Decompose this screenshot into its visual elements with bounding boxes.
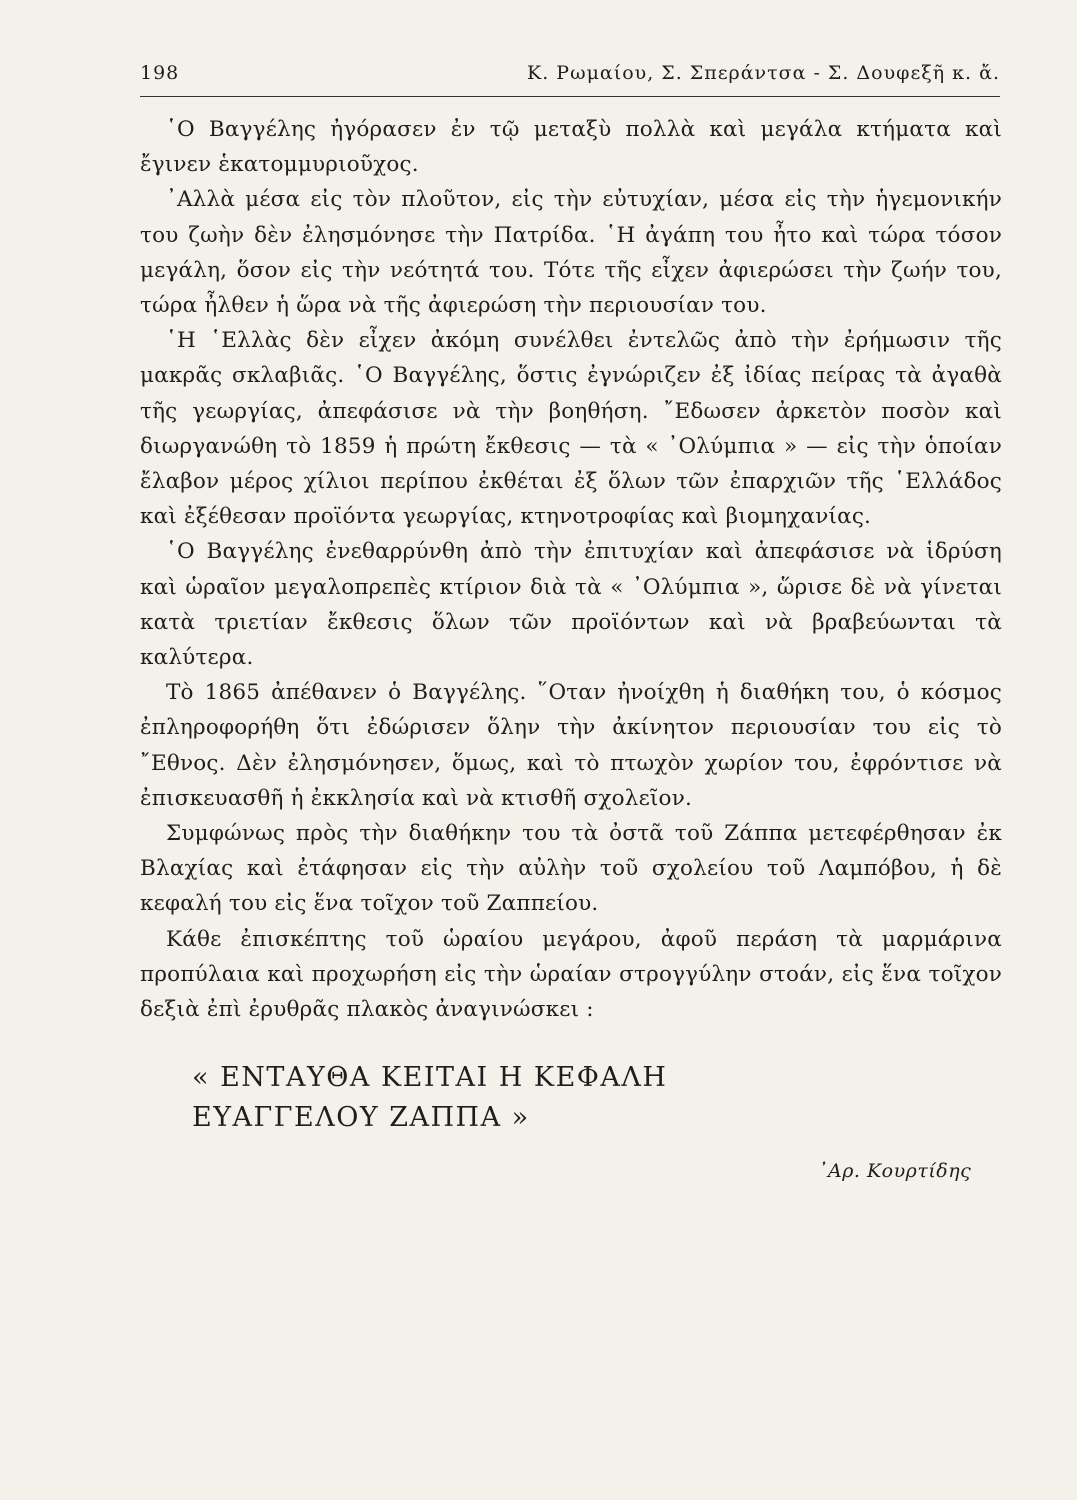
paragraph: Τὸ 1865 ἀπέθανεν ὁ Βαγγέλης. ῞Οταν ἠνοίχθη ἡ διαθήκη του, ὁ κόσμος ἐπληροφορήθη ὅτι ἐδώρισεν ὅλην τὴν ἀκίνητον περιουσίαν του εἰς τὸ ῎Εθνος. Δὲν ἐλησμόνησεν, ὅμως, καὶ τὸ πτωχὸν χωρίον του, ἐφρόντισε νὰ ἐπισκευασθῆ ἡ ἐκκλησία καὶ νὰ κτισθῆ σχολεῖον. xyxy=(140,680,1002,811)
paragraph: Συμφώνως πρὸς τὴν διαθήκην του τὰ ὀστᾶ τοῦ Ζάππα μετεφέρθησαν ἐκ Βλαχίας καὶ ἐτάφησαν εἰς τὴν αὐλὴν τοῦ σχολείου τοῦ Λαμπόβου, ἡ δὲ κεφαλή του εἰς ἕνα τοῖχον τοῦ Ζαππείου. xyxy=(140,821,1002,917)
paragraph: ῾Ο Βαγγέλης ἐνεθαρρύνθη ἀπὸ τὴν ἐπιτυχίαν καὶ ἀπεφάσισε νὰ ἱδρύση καὶ ὡραῖον μεγαλοπρεπὲς κτίριον διὰ τὰ « ᾽Ολύμπια », ὥρισε δὲ νὰ γίνεται κατὰ τριετίαν ἔκθεσις ὅλων τῶν προϊόντων καὶ νὰ βραβεύωνται τὰ καλύτερα. xyxy=(140,539,1002,671)
inscription-line: « ΕΝΤΑΥΘΑ ΚΕΙΤΑΙ Η ΚΕΦΑΛΗ xyxy=(192,1062,668,1093)
author-signature: ᾽Αρ. Κουρτίδης xyxy=(818,1160,972,1182)
paragraph: Κάθε ἐπισκέπτης τοῦ ὡραίου μεγάρου, ἀφοῦ περάση τὰ μαρμάρινα προπύλαια καὶ προχωρήση εἰς τὴν ὡραίαν στρογγύλην στοάν, εἰς ἕνα τοῖχον δεξιὰ ἐπὶ ἐρυθρᾶς πλακὸς ἀναγινώσκει : xyxy=(140,926,1002,1023)
inscription-line: ΕΥΑΓΓΕΛΟΥ ΖΑΠΠΑ » xyxy=(192,1102,530,1133)
body-text xyxy=(140,112,1002,1027)
running-head: Κ. Ρωμαίου, Σ. Σπεράντσα - Σ. Δουφεξῆ κ. ἄ. xyxy=(527,62,1000,84)
header-rule xyxy=(140,96,1000,97)
paragraph: ῾Η ῾Ελλὰς δὲν εἶχεν ἀκόμη συνέλθει ἐντελῶς ἀπὸ τὴν ἐρήμωσιν τῆς μακρᾶς σκλαβιᾶς. ῾Ο Βαγγέλης, ὅστις ἐγνώριζεν ἐξ ἰδίας πείρας τὰ ἀγαθὰ τῆς γεωργίας, ἀπεφάσισε νὰ τὴν βοηθήση. ῎Εδωσεν ἀρκετὸν ποσὸν καὶ διωργανώθη τὸ 1859 ἡ πρώτη ἔκθεσις — τὰ « ᾽Ολύμπια » — εἰς τὴν ὁποίαν ἔλαβον μέρος χίλιοι περίπου ἐκθέται ἐξ ὅλων τῶν ἐπαρχιῶν τῆς ῾Ελλάδος καὶ ἐξέθεσαν προϊόντα γεωργίας, κτηνοτροφίας καὶ βιομηχανίας. xyxy=(140,328,1002,530)
paragraph: ᾽Αλλὰ μέσα εἰς τὸν πλοῦτον, εἰς τὴν εὐτυχίαν, μέσα εἰς τὴν ἡγεμονικήν του ζωὴν δὲν ἐλησμόνησε τὴν Πατρίδα. ῾Η ἀγάπη του ἦτο καὶ τώρα τόσον μεγάλη, ὅσον εἰς τὴν νεότητά του. Τότε τῆς εἶχεν ἀφιερώσει τὴν ζωήν του, τώρα ἦλθεν ἡ ὥρα νὰ τῆς ἀφιερώση τὴν περιουσίαν του. xyxy=(140,187,1002,319)
page-number: 198 xyxy=(140,62,180,84)
inscription xyxy=(192,1058,912,1138)
page-header xyxy=(140,58,1000,92)
paragraph: ῾Ο Βαγγέλης ἠγόρασεν ἐν τῷ μεταξὺ πολλὰ καὶ μεγάλα κτήματα καὶ ἔγινεν ἑκατομμυριοῦχος. xyxy=(140,117,1002,178)
